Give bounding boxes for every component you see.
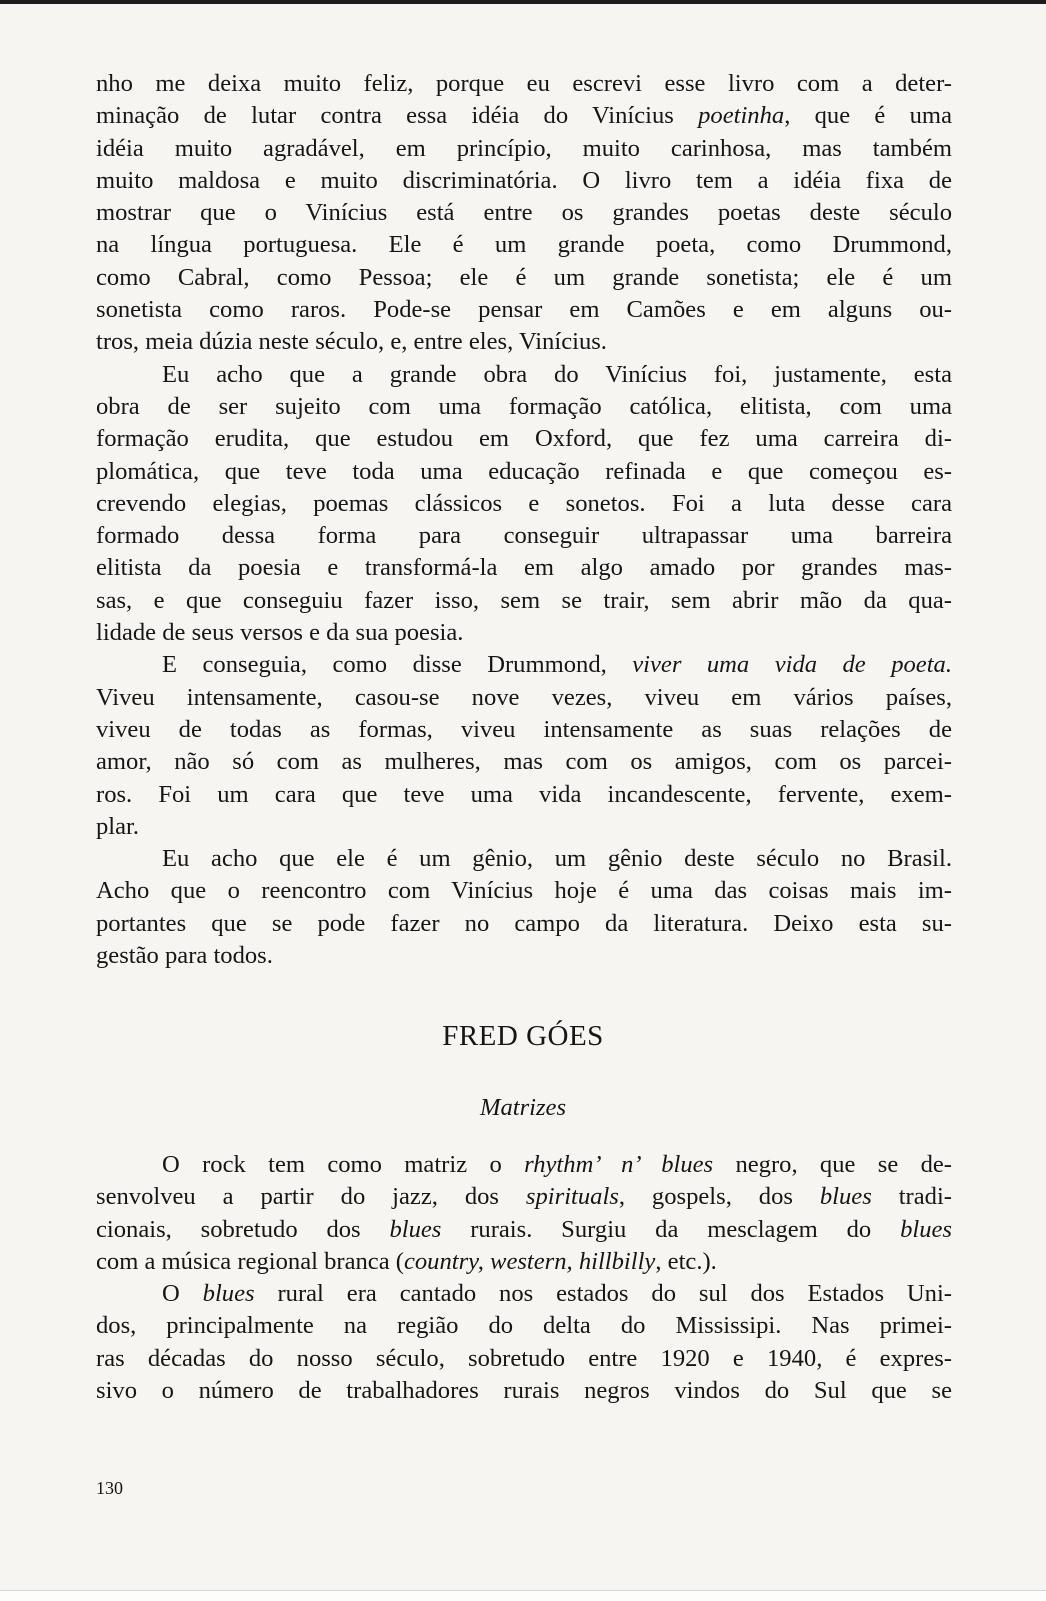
italic-text: rhythm’ n’ blues: [524, 1151, 714, 1178]
paragraph: [96, 1278, 952, 1407]
italic-text: blues: [900, 1215, 952, 1243]
text-run: O: [162, 1280, 203, 1308]
text-line: lidade de seus versos e da sua poesia.: [96, 619, 464, 647]
text-line: Eu acho que a grande obra do Vinícius foi, justamente, esta: [162, 360, 952, 388]
text-run: com a música regional branca (: [96, 1247, 404, 1275]
italic-text: viver uma vida de poeta.: [632, 651, 952, 679]
italic-text: blues: [202, 1280, 255, 1308]
text-run: rural era cantado nos estados do sul dos Estados Uni-: [254, 1280, 952, 1308]
text-line: portantes que se pode fazer no campo da literatura. Deixo esta su-: [96, 909, 952, 937]
section-author-heading: FRED GÓES: [442, 1020, 604, 1052]
text-line: dos, principalmente na região do delta do Mississipi. Nas primei-: [96, 1312, 952, 1340]
text-line: nho me deixa muito feliz, porque eu escrevi esse livro com a deter-: [96, 70, 952, 97]
paragraph: [96, 359, 952, 650]
italic-text: poetinha: [698, 102, 785, 130]
body-text-section: [96, 1149, 952, 1407]
text-line: sivo o número de trabalhadores rurais negros vindos do Sul que se: [96, 1377, 952, 1405]
text-line: idéia muito agradável, em princípio, muito carinhosa, mas também: [96, 134, 952, 162]
section-subtitle: Matrizes: [479, 1094, 567, 1121]
text-line: Acho que o reencontro com Vinícius hoje é uma das coisas mais im-: [96, 877, 952, 905]
text-line: Eu acho que ele é um gênio, um gênio deste século no Brasil.: [162, 845, 952, 873]
paragraph: [96, 649, 952, 843]
text-line: tros, meia dúzia neste século, e, entre eles, Vinícius.: [96, 328, 607, 356]
page-number: 130: [96, 1478, 123, 1498]
text-line: na língua portuguesa. Ele é um grande poeta, como Drummond,: [96, 231, 952, 259]
text-line: [96, 649, 952, 681]
italic-text: blues: [389, 1215, 442, 1243]
text-line: [96, 1214, 952, 1246]
paragraph: [96, 843, 952, 972]
text-line: como Cabral, como Pessoa; ele é um grande sonetista; ele é um: [96, 263, 952, 291]
text-line: ros. Foi um cara que teve uma vida incandescente, fervente, exem-: [96, 780, 952, 808]
text-line: formado dessa forma para conseguir ultrapassar uma barreira: [96, 522, 952, 550]
text-line: amor, não só com as mulheres, mas com os amigos, com os parcei-: [96, 748, 952, 776]
page-top-edge: [0, 0, 1046, 4]
text-line: sonetista como raros. Pode-se pensar em Camões e em alguns ou-: [96, 296, 952, 324]
text-line: [96, 1149, 952, 1181]
text-run: tradi-: [871, 1183, 952, 1211]
text-line: ras décadas do nosso século, sobretudo entre 1920 e 1940, é expres-: [96, 1344, 952, 1372]
text-line: muito maldosa e muito discriminatória. O livro tem a idéia fixa de: [96, 166, 952, 194]
text-run: cionais, sobretudo dos: [96, 1215, 390, 1243]
text-run: E conseguia, como disse Drummond,: [162, 651, 633, 679]
text-line: plar.: [96, 812, 140, 840]
body-text-continued: [96, 68, 952, 972]
text-line: obra de ser sujeito com uma formação católica, elitista, com uma: [96, 392, 952, 420]
text-run: senvolveu a partir do jazz, dos: [96, 1183, 526, 1211]
text-line: [96, 1181, 952, 1213]
text-run: minação de lutar contra essa idéia do Vinícius: [96, 102, 699, 130]
text-line: plomática, que teve toda uma educação refinada e que começou es-: [96, 457, 952, 485]
text-line: Viveu intensamente, casou-se nove vezes, viveu em vários países,: [96, 683, 952, 711]
italic-text: spirituals: [525, 1183, 619, 1211]
text-line: viveu de todas as formas, viveu intensamente as suas relações de: [96, 715, 952, 743]
text-run: , etc.).: [655, 1247, 717, 1275]
text-run: negro, que se de-: [713, 1151, 952, 1178]
paragraph: [96, 68, 952, 359]
paragraph: [96, 1149, 952, 1278]
page-bottom-edge: [0, 1590, 1046, 1601]
text-line: elitista da poesia e transformá-la em algo amado por grandes mas-: [96, 554, 952, 582]
text-line: [96, 100, 952, 132]
text-run: , gospels, dos: [618, 1183, 820, 1211]
text-run: , que é uma: [784, 102, 952, 130]
text-line: mostrar que o Vinícius está entre os grandes poetas deste século: [96, 199, 952, 227]
text-line: formação erudita, que estudou em Oxford, que fez uma carreira di-: [96, 425, 952, 453]
text-run: O rock tem como matriz o: [162, 1151, 525, 1178]
text-line: [96, 1246, 952, 1278]
text-line: gestão para todos.: [96, 942, 273, 970]
text-line: [96, 1278, 952, 1310]
italic-text: blues: [819, 1183, 872, 1211]
text-run: rurais. Surgiu da mesclagem do: [441, 1215, 901, 1243]
italic-text: country, western, hillbilly: [403, 1247, 656, 1275]
text-line: crevendo elegias, poemas clássicos e sonetos. Foi a luta desse cara: [96, 489, 952, 517]
text-line: sas, e que conseguiu fazer isso, sem se trair, sem abrir mão da qua-: [96, 586, 952, 614]
